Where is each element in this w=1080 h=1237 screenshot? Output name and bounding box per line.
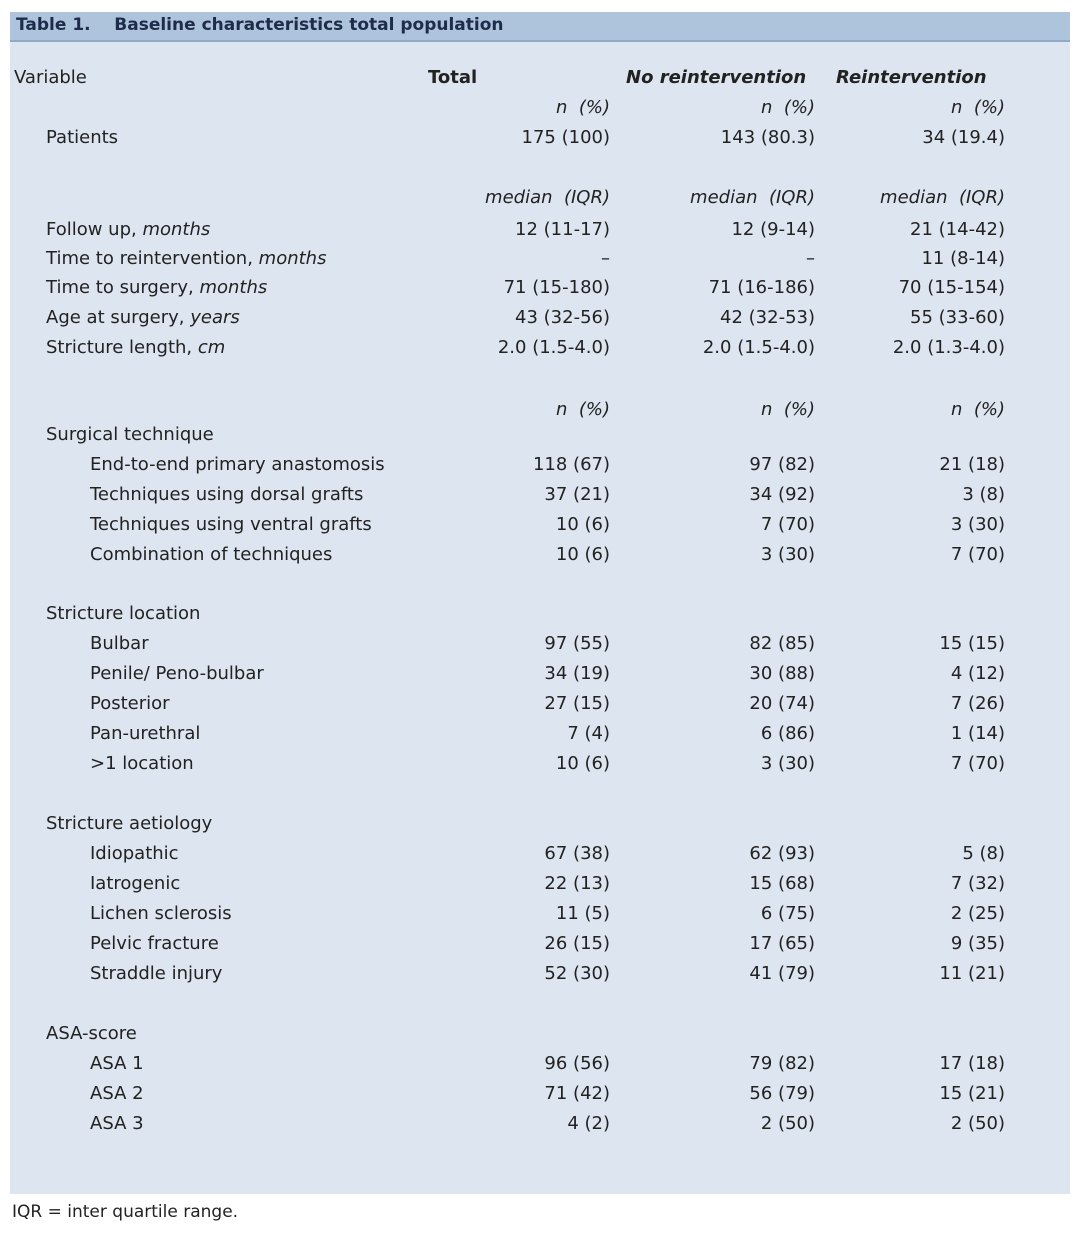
cell-reint: 11 (21)	[939, 963, 1005, 984]
row-label: Patients	[46, 127, 119, 148]
cell-total: 10 (6)	[555, 514, 610, 535]
subheader-total: n (%)	[556, 97, 610, 118]
cell-reint: 9 (35)	[950, 933, 1005, 954]
table-row	[10, 334, 1070, 362]
cell-no-reint: 3 (30)	[760, 544, 815, 565]
group-header	[10, 421, 1070, 449]
cell-no-reint: 7 (70)	[760, 514, 815, 535]
cell-total: 11 (5)	[555, 903, 610, 924]
subheader-n-percent	[10, 94, 1070, 122]
row-label: Idiopathic	[90, 843, 179, 864]
table-title-bar	[10, 12, 1070, 42]
cell-total: 4 (2)	[567, 1113, 610, 1134]
row-label-unit: years	[190, 307, 240, 328]
cell-total: 71 (42)	[544, 1083, 610, 1104]
table-row	[10, 630, 1070, 658]
cell-no-reint: 97 (82)	[749, 454, 815, 475]
cell-reint: 3 (30)	[950, 514, 1005, 535]
cell-total: 118 (67)	[532, 454, 610, 475]
column-header-total: Total	[428, 67, 478, 88]
table-row-patients	[10, 124, 1070, 152]
cell-no-reint: 143 (80.3)	[720, 127, 815, 148]
cell-reint: 2 (50)	[950, 1113, 1005, 1134]
cell-reint: 7 (70)	[950, 544, 1005, 565]
column-header-variable: Variable	[14, 67, 87, 88]
table-row	[10, 304, 1070, 332]
cell-total: 97 (55)	[544, 633, 610, 654]
cell-no-reint: 6 (75)	[760, 903, 815, 924]
table-row	[10, 451, 1070, 479]
row-label-unit: cm	[197, 337, 226, 358]
cell-reint: 4 (12)	[950, 663, 1005, 684]
row-label-text: Follow up,	[46, 219, 143, 240]
table-row	[10, 216, 1070, 244]
row-label	[46, 334, 225, 362]
cell-reint: 3 (8)	[962, 484, 1005, 505]
cell-total: 27 (15)	[544, 693, 610, 714]
column-header-row	[10, 64, 1070, 92]
group-header	[10, 1020, 1070, 1048]
cell-total: 175 (100)	[521, 127, 610, 148]
row-label	[46, 245, 326, 273]
row-label: Pan-urethral	[90, 723, 201, 744]
cell-no-reint: 62 (93)	[749, 843, 815, 864]
row-label-text: Time to reintervention,	[46, 248, 259, 269]
cell-total: 26 (15)	[544, 933, 610, 954]
table-row	[10, 245, 1070, 273]
cell-no-reint: 34 (92)	[749, 484, 815, 505]
cell-reint: 2 (25)	[950, 903, 1005, 924]
subheader-reint: n (%)	[951, 97, 1005, 118]
cell-reint: 70 (15-154)	[898, 277, 1005, 298]
row-label	[46, 304, 240, 332]
cell-reint: 55 (33-60)	[910, 307, 1005, 328]
cell-total: 67 (38)	[544, 843, 610, 864]
cell-no-reint: 41 (79)	[749, 963, 815, 984]
row-label: Posterior	[90, 693, 170, 714]
table-row	[10, 960, 1070, 988]
row-label	[46, 274, 267, 302]
row-label: Iatrogenic	[90, 873, 181, 894]
cell-no-reint: 82 (85)	[749, 633, 815, 654]
cell-no-reint: 71 (16-186)	[708, 277, 815, 298]
table-footnote: IQR = inter quartile range.	[12, 1202, 239, 1222]
table-row	[10, 870, 1070, 898]
row-label: Pelvic fracture	[90, 933, 219, 954]
cell-total: 10 (6)	[555, 753, 610, 774]
cell-total: 71 (15-180)	[503, 277, 610, 298]
table-row	[10, 1080, 1070, 1108]
cell-reint: 11 (8-14)	[921, 248, 1005, 269]
table-row	[10, 660, 1070, 688]
cell-reint: 17 (18)	[939, 1053, 1005, 1074]
cell-total: 96 (56)	[544, 1053, 610, 1074]
row-label-text: Age at surgery,	[46, 307, 191, 328]
cell-reint: 7 (26)	[950, 693, 1005, 714]
cell-no-reint: 79 (82)	[749, 1053, 815, 1074]
row-label: Lichen sclerosis	[90, 903, 232, 924]
group-label: Surgical technique	[46, 424, 214, 445]
cell-total: 12 (11-17)	[515, 219, 610, 240]
row-label: Straddle injury	[90, 963, 223, 984]
row-label: >1 location	[90, 753, 194, 774]
table-row	[10, 720, 1070, 748]
table-row	[10, 750, 1070, 778]
cell-no-reint: 3 (30)	[760, 753, 815, 774]
cell-reint: 7 (70)	[950, 753, 1005, 774]
cell-total: 52 (30)	[544, 963, 610, 984]
subheader-reint: n (%)	[951, 399, 1005, 420]
subheader-median-iqr	[10, 184, 1070, 212]
subheader-reint: median (IQR)	[880, 187, 1005, 208]
table-row	[10, 511, 1070, 539]
row-label: Bulbar	[90, 633, 149, 654]
row-label: End-to-end primary anastomosis	[90, 454, 385, 475]
cell-total: 34 (19)	[544, 663, 610, 684]
cell-total: 43 (32-56)	[515, 307, 610, 328]
group-label: Stricture location	[46, 603, 201, 624]
cell-reint: 34 (19.4)	[922, 127, 1005, 148]
column-header-no-reintervention: No reintervention	[626, 67, 807, 88]
subheader-no-reint: n (%)	[761, 399, 815, 420]
cell-total: 37 (21)	[544, 484, 610, 505]
cell-no-reint: 30 (88)	[749, 663, 815, 684]
cell-reint: 21 (18)	[939, 454, 1005, 475]
cell-no-reint: –	[806, 248, 815, 269]
cell-total: 2.0 (1.5-4.0)	[497, 337, 610, 358]
cell-reint: 1 (14)	[950, 723, 1005, 744]
row-label	[46, 216, 210, 244]
row-label-unit: months	[142, 219, 211, 240]
row-label: ASA 3	[90, 1113, 144, 1134]
group-label: Stricture aetiology	[46, 813, 213, 834]
table-row	[10, 481, 1070, 509]
table-row	[10, 900, 1070, 928]
cell-no-reint: 56 (79)	[749, 1083, 815, 1104]
cell-no-reint: 15 (68)	[749, 873, 815, 894]
cell-reint: 15 (15)	[939, 633, 1005, 654]
row-label-unit: months	[199, 277, 268, 298]
table-row	[10, 840, 1070, 868]
group-header	[10, 810, 1070, 838]
row-label-unit: months	[258, 248, 327, 269]
row-label: ASA 2	[90, 1083, 144, 1104]
table-row	[10, 1110, 1070, 1138]
cell-total: 7 (4)	[567, 723, 610, 744]
cell-no-reint: 6 (86)	[760, 723, 815, 744]
cell-reint: 21 (14-42)	[910, 219, 1005, 240]
cell-no-reint: 12 (9-14)	[731, 219, 815, 240]
cell-no-reint: 42 (32-53)	[720, 307, 815, 328]
subheader-no-reint: n (%)	[761, 97, 815, 118]
table-row	[10, 274, 1070, 302]
cell-total: 22 (13)	[544, 873, 610, 894]
row-label: Combination of techniques	[90, 544, 333, 565]
row-label: Techniques using ventral grafts	[90, 514, 372, 535]
table-panel	[10, 12, 1070, 1194]
table-title: Table 1. Baseline characteristics total population	[16, 15, 504, 35]
row-label: ASA 1	[90, 1053, 144, 1074]
table-row	[10, 1050, 1070, 1078]
subheader-n-percent	[10, 396, 1070, 424]
subheader-total: median (IQR)	[485, 187, 610, 208]
table-row	[10, 541, 1070, 569]
cell-reint: 15 (21)	[939, 1083, 1005, 1104]
row-label: Penile/ Peno-bulbar	[90, 663, 264, 684]
group-header	[10, 600, 1070, 628]
group-label: ASA-score	[46, 1023, 137, 1044]
cell-total: 10 (6)	[555, 544, 610, 565]
table-row	[10, 930, 1070, 958]
cell-no-reint: 17 (65)	[749, 933, 815, 954]
cell-no-reint: 2 (50)	[760, 1113, 815, 1134]
cell-reint: 5 (8)	[962, 843, 1005, 864]
cell-reint: 7 (32)	[950, 873, 1005, 894]
row-label-text: Stricture length,	[46, 337, 198, 358]
table-row	[10, 690, 1070, 718]
column-header-reintervention: Reintervention	[836, 67, 987, 88]
row-label-text: Time to surgery,	[46, 277, 200, 298]
cell-total: –	[601, 248, 610, 269]
subheader-no-reint: median (IQR)	[690, 187, 815, 208]
cell-reint: 2.0 (1.3-4.0)	[892, 337, 1005, 358]
cell-no-reint: 2.0 (1.5-4.0)	[702, 337, 815, 358]
subheader-total: n (%)	[556, 399, 610, 420]
row-label: Techniques using dorsal grafts	[90, 484, 364, 505]
cell-no-reint: 20 (74)	[749, 693, 815, 714]
